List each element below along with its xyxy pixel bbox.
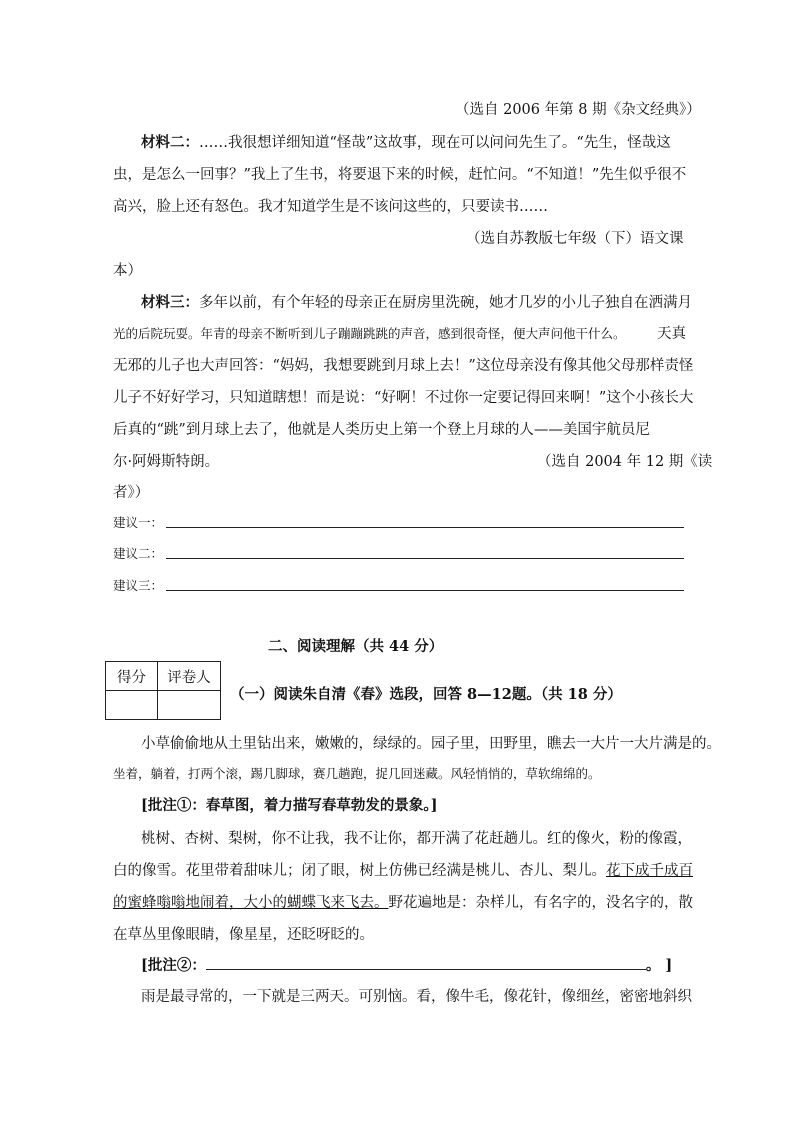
para3-line1: 雨是最寻常的，一下就是三两天。可别恼。看，像牛毛，像花针，像细丝，密密地斜织: [141, 989, 692, 1005]
grade-score-header: 得分: [106, 662, 158, 691]
material3-line2b: 天真: [657, 326, 686, 342]
annotation-2-blank[interactable]: [206, 955, 646, 970]
para1-line2: 坐着，躺着，打两个滚，踢几脚球，赛几趟跑，捉几回迷藏。风轻悄悄的，草软绵绵的。: [113, 766, 601, 781]
para2-line2-text: 白的像雪。花里带着甜味儿；闭了眼，树上仿佛已经满是桃儿、杏儿、梨儿。: [113, 863, 606, 879]
suggestion-2-label: 建议二：: [113, 546, 164, 561]
para2-line1: 桃树、杏树、梨树，你不让我，我不让你，都开满了花赶趟儿。红的像火，粉的像霞，: [141, 831, 692, 847]
para2-line4: 在草丛里像眼睛，像星星，还眨呀眨的。: [113, 927, 374, 943]
material3-line5: 后真的“跳”到月球上去了，他就是人类历史上第一个登上月球的人——美国宇航员尼: [113, 422, 650, 438]
material3-line4: 儿子不好好学习，只知道瞎想！而是说：“好啊！不过你一定要记得回来啊！”这个小孩长大: [113, 390, 694, 406]
material3-line1: [141, 293, 692, 313]
suggestion-3-answer-line[interactable]: [166, 590, 684, 591]
para2-underlined-2: 的蜜蜂嗡嗡地闹着，大小的蝴蝶飞来飞去。: [113, 895, 389, 911]
grade-table: [105, 661, 221, 720]
annotation-2: [141, 955, 672, 976]
material2-text-1: ……我很想详细知道“怪哉”这故事，现在可以问问先生了。“先生，怪哉这: [199, 135, 671, 151]
section2-title: 二、阅读理解（共 44 分）: [268, 638, 444, 655]
para2-underlined-1: 花下成千成百: [606, 863, 693, 879]
material3-line2a: 光的后院玩耍。年青的母亲不断听到儿子蹦蹦跳跳的声音，感到很奇怪，便大声问他干什么。: [113, 326, 626, 341]
material3-line6: 尔·阿姆斯特朗。: [113, 454, 220, 470]
para2-line3-text: 野花遍地是：杂样儿，有名字的，没名字的，散: [388, 895, 693, 911]
suggestion-2-answer-line[interactable]: [166, 558, 684, 559]
grade-grader-header: 评卷人: [158, 662, 221, 691]
para1-line1: 小草偷偷地从土里钻出来，嫩嫩的，绿绿的。园子里，田野里，瞧去一大片一大片满是的。: [141, 736, 721, 752]
source-citation-1: （选自 2006 年第 8 期《杂文经典》）: [455, 102, 701, 118]
material2-line1: [141, 133, 671, 153]
para2-line3: [113, 893, 693, 913]
suggestion-1-answer-line[interactable]: [166, 527, 684, 528]
material2-label: 材料二：: [141, 134, 199, 151]
material3-source-a: （选自 2004 年 12 期《读: [537, 454, 713, 470]
suggestion-1-label: 建议一：: [113, 515, 164, 530]
annotation-2-label: [批注②：: [141, 957, 206, 974]
para2-line2: [113, 861, 693, 881]
material2-source-a: （选自苏教版七年级（下）语文课: [466, 231, 684, 247]
grade-grader-cell[interactable]: [158, 691, 221, 720]
suggestion-3-label: 建议三：: [113, 578, 164, 593]
material3-label: 材料三：: [141, 294, 199, 311]
material3-line3: 无邪的儿子也大声回答：“妈妈，我想要跳到月球上去！”这位母亲没有像其他父母那样责怪: [113, 358, 694, 374]
material2-line3: 高兴，脸上还有怒色。我才知道学生是不该问这些的，只要读书……: [113, 199, 548, 215]
material2-source-b: 本）: [113, 263, 142, 279]
material3-text-1: 多年以前，有个年轻的母亲正在厨房里洗碗，她才几岁的小儿子独自在洒满月: [199, 295, 692, 311]
annotation-1: [批注①：春草图，着力描写春草勃发的景象。]: [141, 797, 438, 814]
material2-line2: 虫，是怎么一回事？”我上了生书，将要退下来的时候，赶忙问。“不知道！”先生似乎很不: [113, 167, 687, 183]
part1-title: （一）阅读朱自清《春》选段，回答 8—12题。（共 18 分）: [230, 686, 622, 703]
annotation-2-end: 。 ]: [645, 957, 673, 974]
material3-source-b: 者》）: [113, 485, 150, 501]
grade-score-cell[interactable]: [106, 691, 158, 720]
